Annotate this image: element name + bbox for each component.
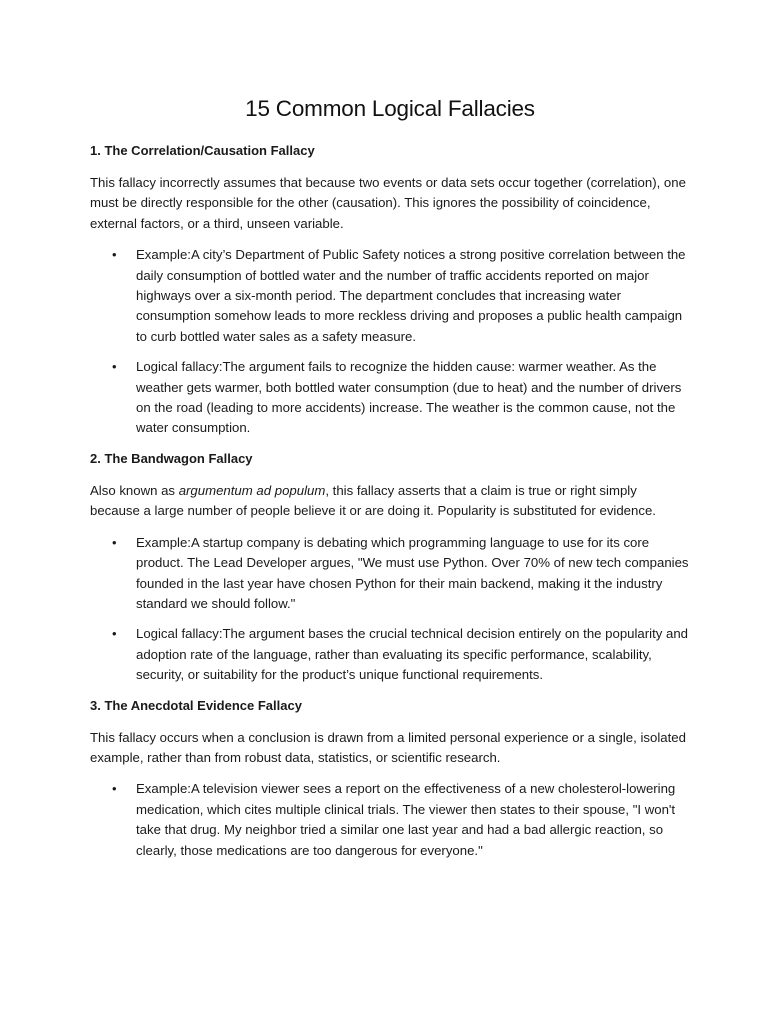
section-heading: 1. The Correlation/Causation Fallacy — [90, 143, 315, 158]
section-intro — [90, 481, 690, 522]
section-correlation-causation — [90, 141, 690, 439]
bullet-icon: • — [112, 534, 117, 550]
list-item — [90, 533, 690, 615]
section-heading: 3. The Anecdotal Evidence Fallacy — [90, 697, 302, 713]
bullet-list — [90, 533, 690, 686]
list-item — [90, 357, 690, 439]
bullet-list — [90, 779, 690, 861]
bullet-list — [90, 245, 690, 439]
section-intro: This fallacy incorrectly assumes that because two events or data sets occur together (correlation), one must be directly responsible for the other (causation). This ignores the possibility of coincidence, external factors, or a third, unseen variable. — [90, 175, 686, 231]
bullet-icon: • — [112, 626, 117, 642]
section-intro: This fallacy occurs when a conclusion is drawn from a limited personal experience or a single, isolated example, rather than from robust data, statistics, or scientific research. — [90, 729, 686, 765]
list-item — [90, 624, 690, 685]
document-title: 15 Common Logical Fallacies — [245, 96, 535, 121]
bullet-icon: • — [112, 781, 117, 797]
document-page — [90, 92, 690, 871]
intro-latin-term: argumentum ad populum — [178, 482, 326, 498]
list-item — [90, 245, 690, 347]
intro-suffix: , this fallacy asserts that a claim is true or right simply because a large number of people believe it or are doing it. Popularity is substituted for evidence. — [90, 482, 656, 519]
bullet-icon: • — [112, 359, 117, 375]
intro-prefix: Also known as — [90, 482, 179, 498]
list-item-text: Example:A city’s Department of Public Safety notices a strong positive correlation between the daily consumption of bottled water and the number of traffic accidents reported on major highways over a six-month period. The department concludes that increasing water consumption somehow leads to more reckless driving and proposes a public health campaign to curb bottled water sales as a safety measure. — [136, 247, 686, 344]
list-item-text: Logical fallacy:The argument fails to recognize the hidden cause: warmer weather. As the weather gets warmer, both bottled water consumption (due to heat) and the number of drivers on the road (leading to more accidents) increase. The weather is the common cause, not the water consumption. — [136, 359, 682, 436]
list-item-text: Logical fallacy:The argument bases the crucial technical decision entirely on the popularity and adoption rate of the language, rather than evaluating its specific performance, scalability, security, or suitability for the product’s unique functional requirements. — [136, 626, 688, 683]
section-bandwagon — [90, 449, 690, 686]
list-item-text: Example:A television viewer sees a report on the effectiveness of a new cholesterol-lowering medication, which cites multiple clinical trials. The viewer then states to their spouse, "I won't take that drug. My neighbor tried a similar one last year and had a bad allergic reaction, so clearly, those medications are too dangerous for everyone." — [136, 781, 676, 858]
bullet-icon: • — [112, 247, 117, 263]
list-item-text: Example:A startup company is debating which programming language to use for its core product. The Lead Developer argues, "We must use Python. Over 70% of new tech companies founded in the last year have chosen Python for their main backend, making it the industry standard we should follow." — [136, 534, 689, 611]
section-anecdotal-evidence — [90, 696, 690, 861]
section-heading: 2. The Bandwagon Fallacy — [90, 450, 253, 466]
list-item — [90, 779, 690, 861]
